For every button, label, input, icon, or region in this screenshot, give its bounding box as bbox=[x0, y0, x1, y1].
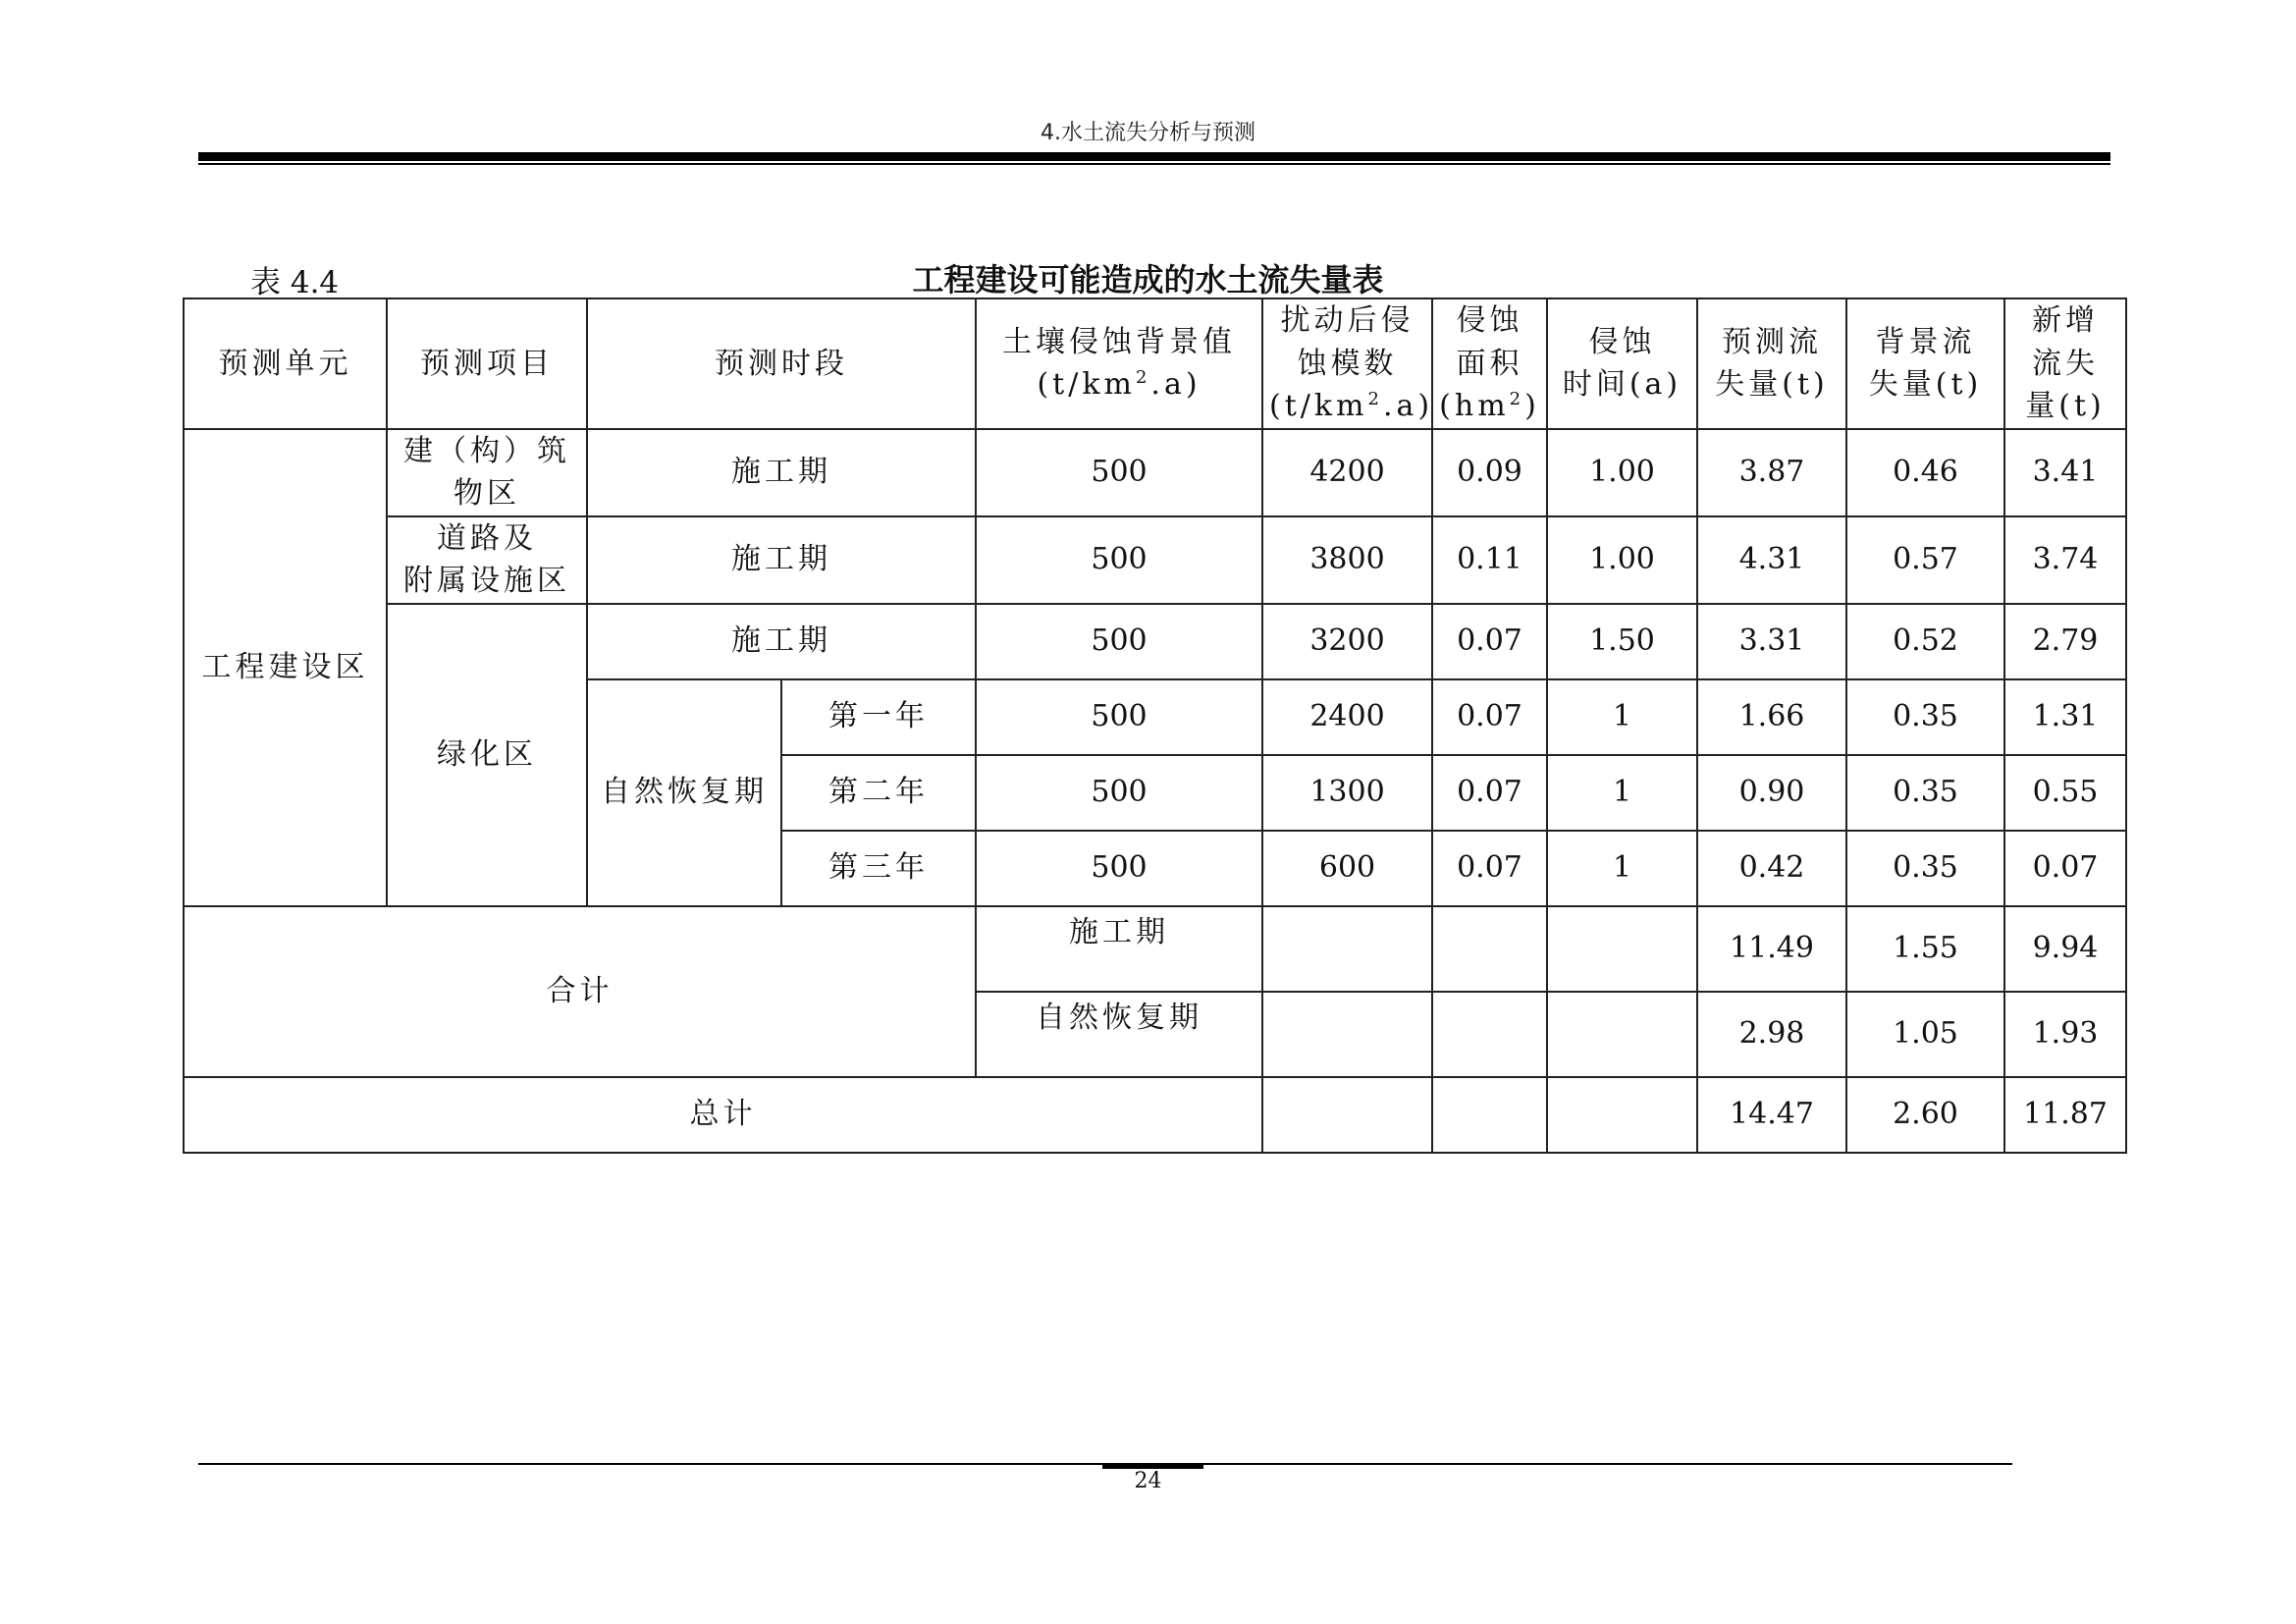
added-cell: 0.55 bbox=[2004, 755, 2126, 831]
item-road: 道路及 附属设施区 bbox=[387, 516, 587, 604]
header-bg-value: 土壤侵蚀背景值 $(t/km^2.a)$ bbox=[976, 298, 1262, 429]
background-cell: 0.35 bbox=[1846, 831, 2004, 906]
unit-cell: 工程建设区 bbox=[184, 429, 387, 906]
bg-value-cell: 500 bbox=[976, 516, 1262, 604]
predicted-cell: 3.31 bbox=[1697, 604, 1846, 679]
added-cell: 3.74 bbox=[2004, 516, 2126, 604]
header-time: 侵蚀 时间(a) bbox=[1547, 298, 1697, 429]
item-building: 建（构）筑 物区 bbox=[387, 429, 587, 516]
empty-cell bbox=[1432, 1077, 1547, 1153]
subtotal-recovery-label: 自然恢复期 bbox=[976, 992, 1262, 1077]
predicted-cell: 2.98 bbox=[1697, 992, 1846, 1077]
table-title: 工程建设可能造成的水土流失量表 bbox=[912, 261, 1384, 298]
background-cell: 2.60 bbox=[1846, 1077, 2004, 1153]
empty-cell bbox=[1547, 992, 1697, 1077]
background-cell: 0.35 bbox=[1846, 755, 2004, 831]
modulus-cell: 3800 bbox=[1262, 516, 1432, 604]
header-added: 新增 流失 量(t) bbox=[2004, 298, 2126, 429]
period-cell: 施工期 bbox=[587, 429, 976, 516]
subtotal-row bbox=[184, 906, 2126, 992]
predicted-cell: 3.87 bbox=[1697, 429, 1846, 516]
bg-value-cell: 500 bbox=[976, 429, 1262, 516]
table-row bbox=[184, 604, 2126, 679]
background-cell: 0.52 bbox=[1846, 604, 2004, 679]
header-unit: 预测单元 bbox=[184, 298, 387, 429]
table-number: 表 4.4 bbox=[250, 265, 340, 300]
area-cell: 0.09 bbox=[1432, 429, 1547, 516]
added-cell: 0.07 bbox=[2004, 831, 2126, 906]
time-cell: 1.50 bbox=[1547, 604, 1697, 679]
item-green: 绿化区 bbox=[387, 604, 587, 906]
area-cell: 0.11 bbox=[1432, 516, 1547, 604]
period-cell: 施工期 bbox=[587, 604, 976, 679]
added-cell: 9.94 bbox=[2004, 906, 2126, 992]
bg-value-cell: 500 bbox=[976, 755, 1262, 831]
time-cell: 1 bbox=[1547, 755, 1697, 831]
empty-cell bbox=[1432, 906, 1547, 992]
page-number: 24 bbox=[1134, 1469, 1162, 1493]
total-row bbox=[184, 1077, 2126, 1153]
modulus-cell: 2400 bbox=[1262, 679, 1432, 755]
predicted-cell: 11.49 bbox=[1697, 906, 1846, 992]
empty-cell bbox=[1262, 992, 1432, 1077]
modulus-cell: 600 bbox=[1262, 831, 1432, 906]
year-cell: 第三年 bbox=[781, 831, 976, 906]
subtotal-label: 合计 bbox=[184, 906, 976, 1077]
header-background: 背景流 失量(t) bbox=[1846, 298, 2004, 429]
background-cell: 1.55 bbox=[1846, 906, 2004, 992]
modulus-cell: 1300 bbox=[1262, 755, 1432, 831]
header-predicted: 预测流 失量(t) bbox=[1697, 298, 1846, 429]
year-cell: 第一年 bbox=[781, 679, 976, 755]
time-cell: 1.00 bbox=[1547, 516, 1697, 604]
background-cell: 0.57 bbox=[1846, 516, 2004, 604]
modulus-cell: 4200 bbox=[1262, 429, 1432, 516]
empty-cell bbox=[1547, 1077, 1697, 1153]
header-row bbox=[184, 298, 2126, 429]
added-cell: 2.79 bbox=[2004, 604, 2126, 679]
background-cell: 1.05 bbox=[1846, 992, 2004, 1077]
predicted-cell: 0.90 bbox=[1697, 755, 1846, 831]
bg-value-cell: 500 bbox=[976, 604, 1262, 679]
soil-loss-table bbox=[183, 298, 2127, 1154]
table-row bbox=[184, 516, 2126, 604]
period-recovery: 自然恢复期 bbox=[587, 679, 781, 906]
empty-cell bbox=[1432, 992, 1547, 1077]
area-cell: 0.07 bbox=[1432, 679, 1547, 755]
predicted-cell: 4.31 bbox=[1697, 516, 1846, 604]
year-cell: 第二年 bbox=[781, 755, 976, 831]
subtotal-construction-label: 施工期 bbox=[976, 906, 1262, 992]
time-cell: 1 bbox=[1547, 679, 1697, 755]
added-cell: 1.31 bbox=[2004, 679, 2126, 755]
empty-cell bbox=[1262, 906, 1432, 992]
predicted-cell: 1.66 bbox=[1697, 679, 1846, 755]
table-row bbox=[184, 429, 2126, 516]
running-header: 4.水土流失分析与预测 bbox=[1041, 121, 1255, 145]
background-cell: 0.35 bbox=[1846, 679, 2004, 755]
time-cell: 1.00 bbox=[1547, 429, 1697, 516]
bg-value-cell: 500 bbox=[976, 679, 1262, 755]
predicted-cell: 0.42 bbox=[1697, 831, 1846, 906]
area-cell: 0.07 bbox=[1432, 755, 1547, 831]
modulus-cell: 3200 bbox=[1262, 604, 1432, 679]
added-cell: 11.87 bbox=[2004, 1077, 2126, 1153]
bg-value-cell: 500 bbox=[976, 831, 1262, 906]
header-period: 预测时段 bbox=[587, 298, 976, 429]
total-label: 总计 bbox=[184, 1077, 1262, 1153]
header-rule-thick bbox=[198, 152, 2110, 161]
background-cell: 0.46 bbox=[1846, 429, 2004, 516]
header-area: 侵蚀 面积 $(hm^2)$ bbox=[1432, 298, 1547, 429]
time-cell: 1 bbox=[1547, 831, 1697, 906]
header-item: 预测项目 bbox=[387, 298, 587, 429]
header-rule-thin bbox=[198, 163, 2110, 165]
added-cell: 1.93 bbox=[2004, 992, 2126, 1077]
empty-cell bbox=[1262, 1077, 1432, 1153]
predicted-cell: 14.47 bbox=[1697, 1077, 1846, 1153]
added-cell: 3.41 bbox=[2004, 429, 2126, 516]
empty-cell bbox=[1547, 906, 1697, 992]
area-cell: 0.07 bbox=[1432, 831, 1547, 906]
area-cell: 0.07 bbox=[1432, 604, 1547, 679]
header-modulus: 扰动后侵 蚀模数 $(t/km^2.a)$ bbox=[1262, 298, 1432, 429]
period-cell: 施工期 bbox=[587, 516, 976, 604]
